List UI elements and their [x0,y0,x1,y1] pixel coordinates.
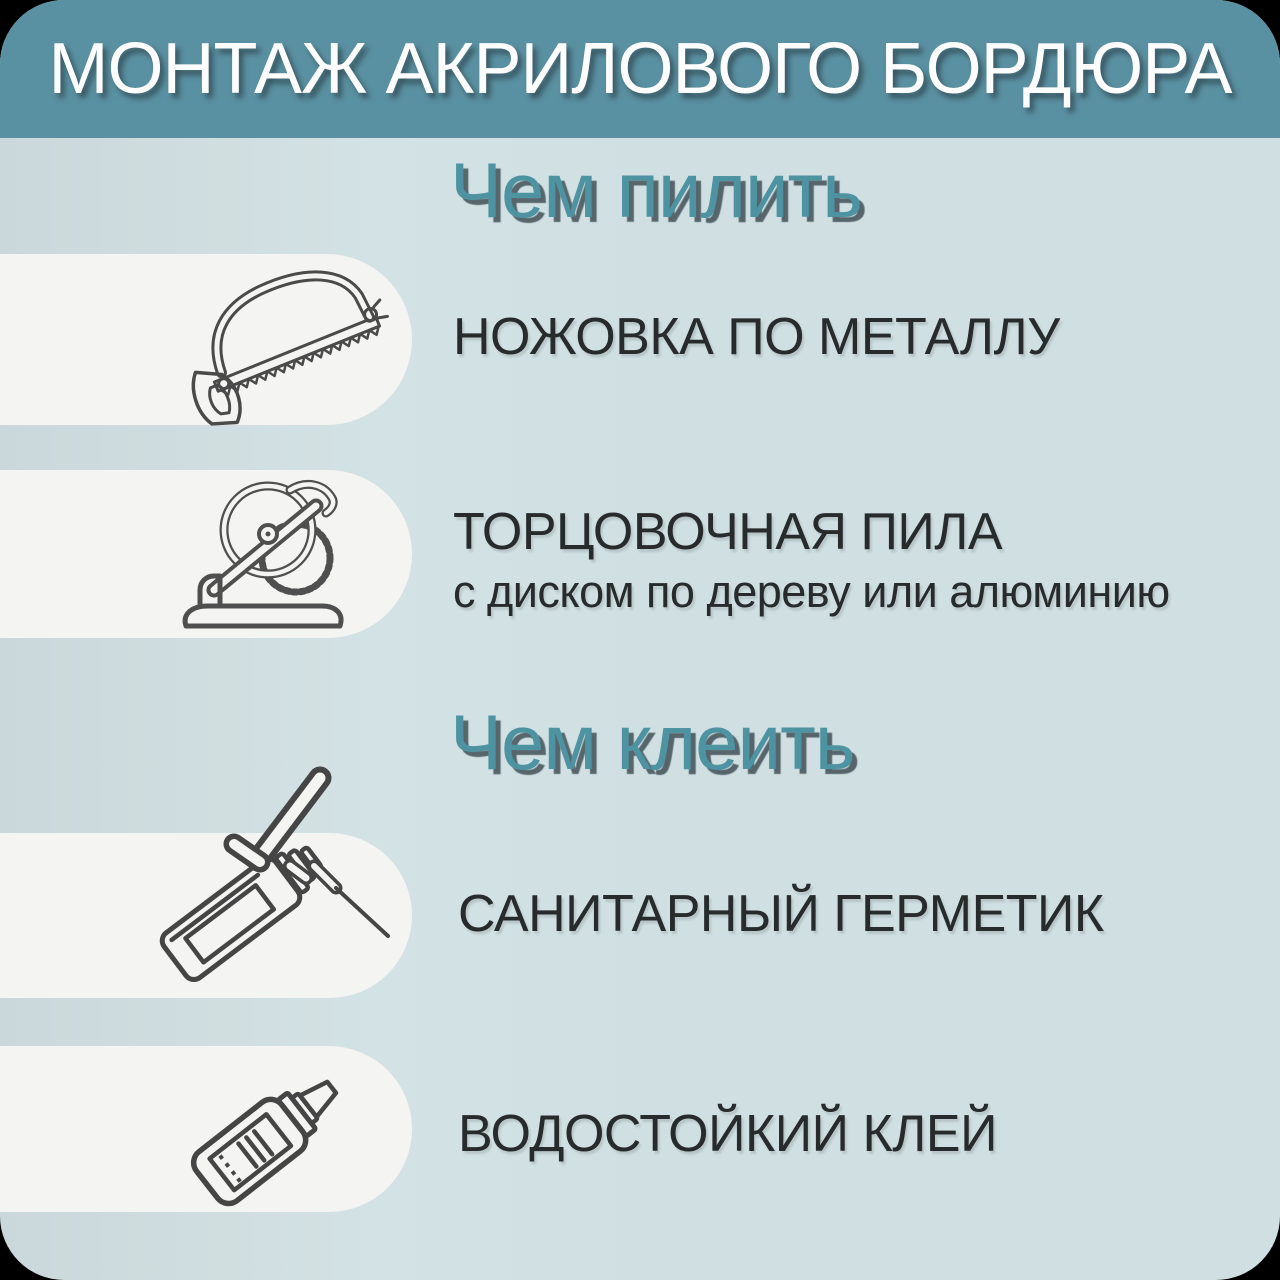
section-heading-glue: Чем клеить [450,698,855,786]
item-title-block [453,504,1170,617]
item-title: САНИТАРНЫЙ ГЕРМЕТИК [458,885,1104,943]
item-title: ТОРЦОВОЧНАЯ ПИЛА [453,503,1003,561]
item-subtitle: с диском по дереву или алюминию [453,566,1170,618]
item-title: НОЖОВКА ПО МЕТАЛЛУ [453,308,1060,366]
section-heading-saw: Чем пилить [450,146,862,234]
header-banner [0,0,1280,138]
sealant-gun-icon [150,766,400,971]
glue-bottle-icon [172,1068,352,1218]
item-title: ВОДОСТОЙКИЙ КЛЕЙ [458,1105,997,1163]
hacksaw-icon [150,262,400,412]
page-title: МОНТАЖ АКРИЛОВОГО БОРДЮРА [48,29,1232,109]
miter-saw-icon [168,478,358,633]
